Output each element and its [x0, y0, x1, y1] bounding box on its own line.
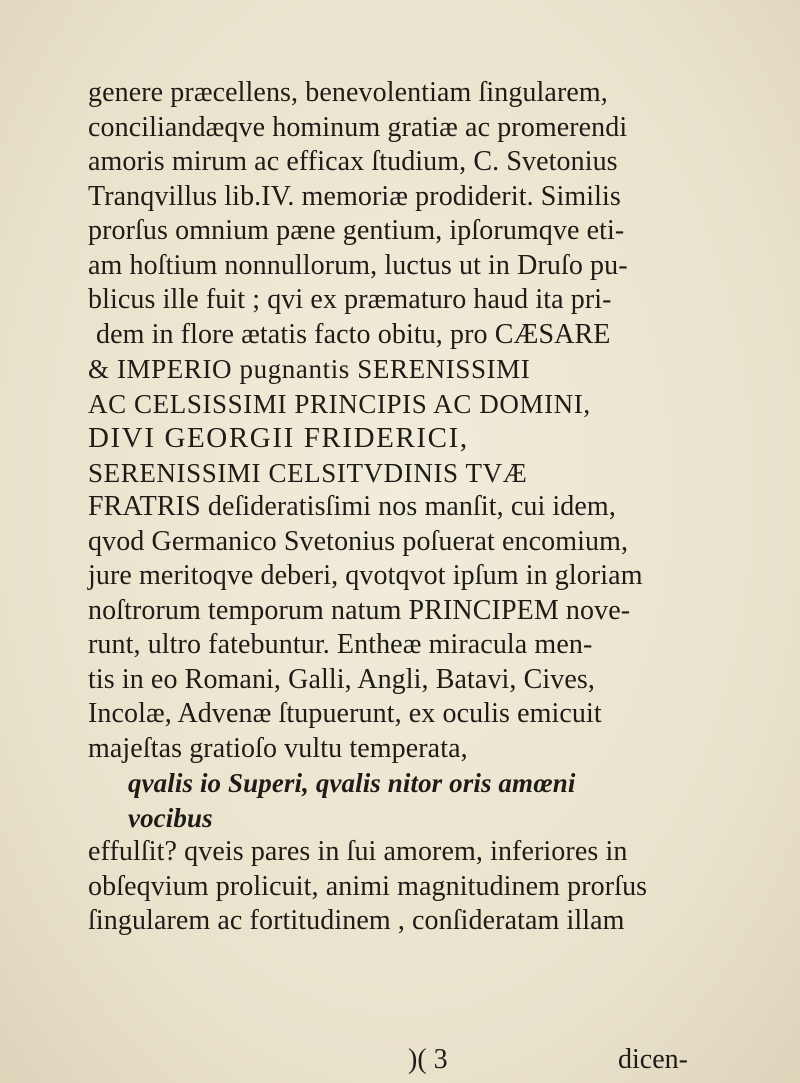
- signature-mark: )( 3: [408, 1044, 448, 1075]
- text-line-2: conciliandæqve hominum gratiæ ac promerendi: [88, 111, 628, 143]
- text-line-19: Incolæ, Advenæ ſtupuerunt, ex oculis emicuit: [88, 698, 602, 729]
- text-line-4: Tranqvillus lib.IV. memoriæ prodiderit. Similis: [88, 180, 621, 212]
- catchword: dicen-: [618, 1044, 688, 1075]
- text-line-24: obſeqvium prolicuit, animi magnitudinem prorſus: [88, 870, 648, 902]
- text-line-11: DIVI GEORGII FRIDERICI,: [88, 422, 469, 454]
- verse-quote-line-2: vocibus: [128, 802, 213, 833]
- text-line-13: FRATRIS deſideratisſimi nos manſit, cui idem,: [88, 491, 616, 522]
- text-line-23: effulſit? qveis pares in ſui amorem, inferiores in: [88, 836, 628, 867]
- verse-quote-line-1: qvalis io Superi, qvalis nitor oris amœni: [128, 768, 576, 798]
- text-line-7: blicus ille fuit ; qvi ex præmaturo haud ita pri-: [88, 284, 612, 315]
- page-text: [88, 76, 728, 939]
- page-footer: [0, 1042, 800, 1078]
- text-line-17: runt, ultro fatebuntur. Entheæ miracula men-: [88, 629, 593, 660]
- text-line-12: SERENISSIMI CELSITVDINIS TVÆ: [88, 457, 528, 488]
- text-line-20: majeſtas gratioſo vultu temperata,: [88, 732, 468, 764]
- text-line-8: dem in flore ætatis facto obitu, pro CÆSARE: [96, 318, 611, 350]
- text-line-6: am hoſtium nonnullorum, luctus ut in Druſo pu-: [88, 249, 628, 281]
- text-line-3: amoris mirum ac efficax ſtudium, C. Svetonius: [88, 146, 618, 177]
- text-line-14: qvod Germanico Svetonius poſuerat encomium,: [88, 525, 629, 557]
- text-line-10: AC CELSISSIMI PRINCIPIS AC DOMINI,: [88, 388, 591, 419]
- text-line-5: prorſus omnium pæne gentium, ipſorumqve eti-: [88, 215, 625, 246]
- text-line-18: tis in eo Romani, Galli, Angli, Batavi, Cives,: [88, 663, 596, 695]
- text-line-25: ſingularem ac fortitudinem , conſideratam illam: [88, 905, 625, 936]
- text-line-16: noſtrorum temporum natum PRINCIPEM nove-: [88, 594, 631, 626]
- text-line-15: jure meritoqve deberi, qvotqvot ipſum in gloriam: [88, 560, 643, 591]
- text-line-9: & IMPERIO pugnantis SERENISSIMI: [88, 354, 531, 384]
- text-line-1: genere præcellens, benevolentiam ſingularem,: [88, 77, 608, 108]
